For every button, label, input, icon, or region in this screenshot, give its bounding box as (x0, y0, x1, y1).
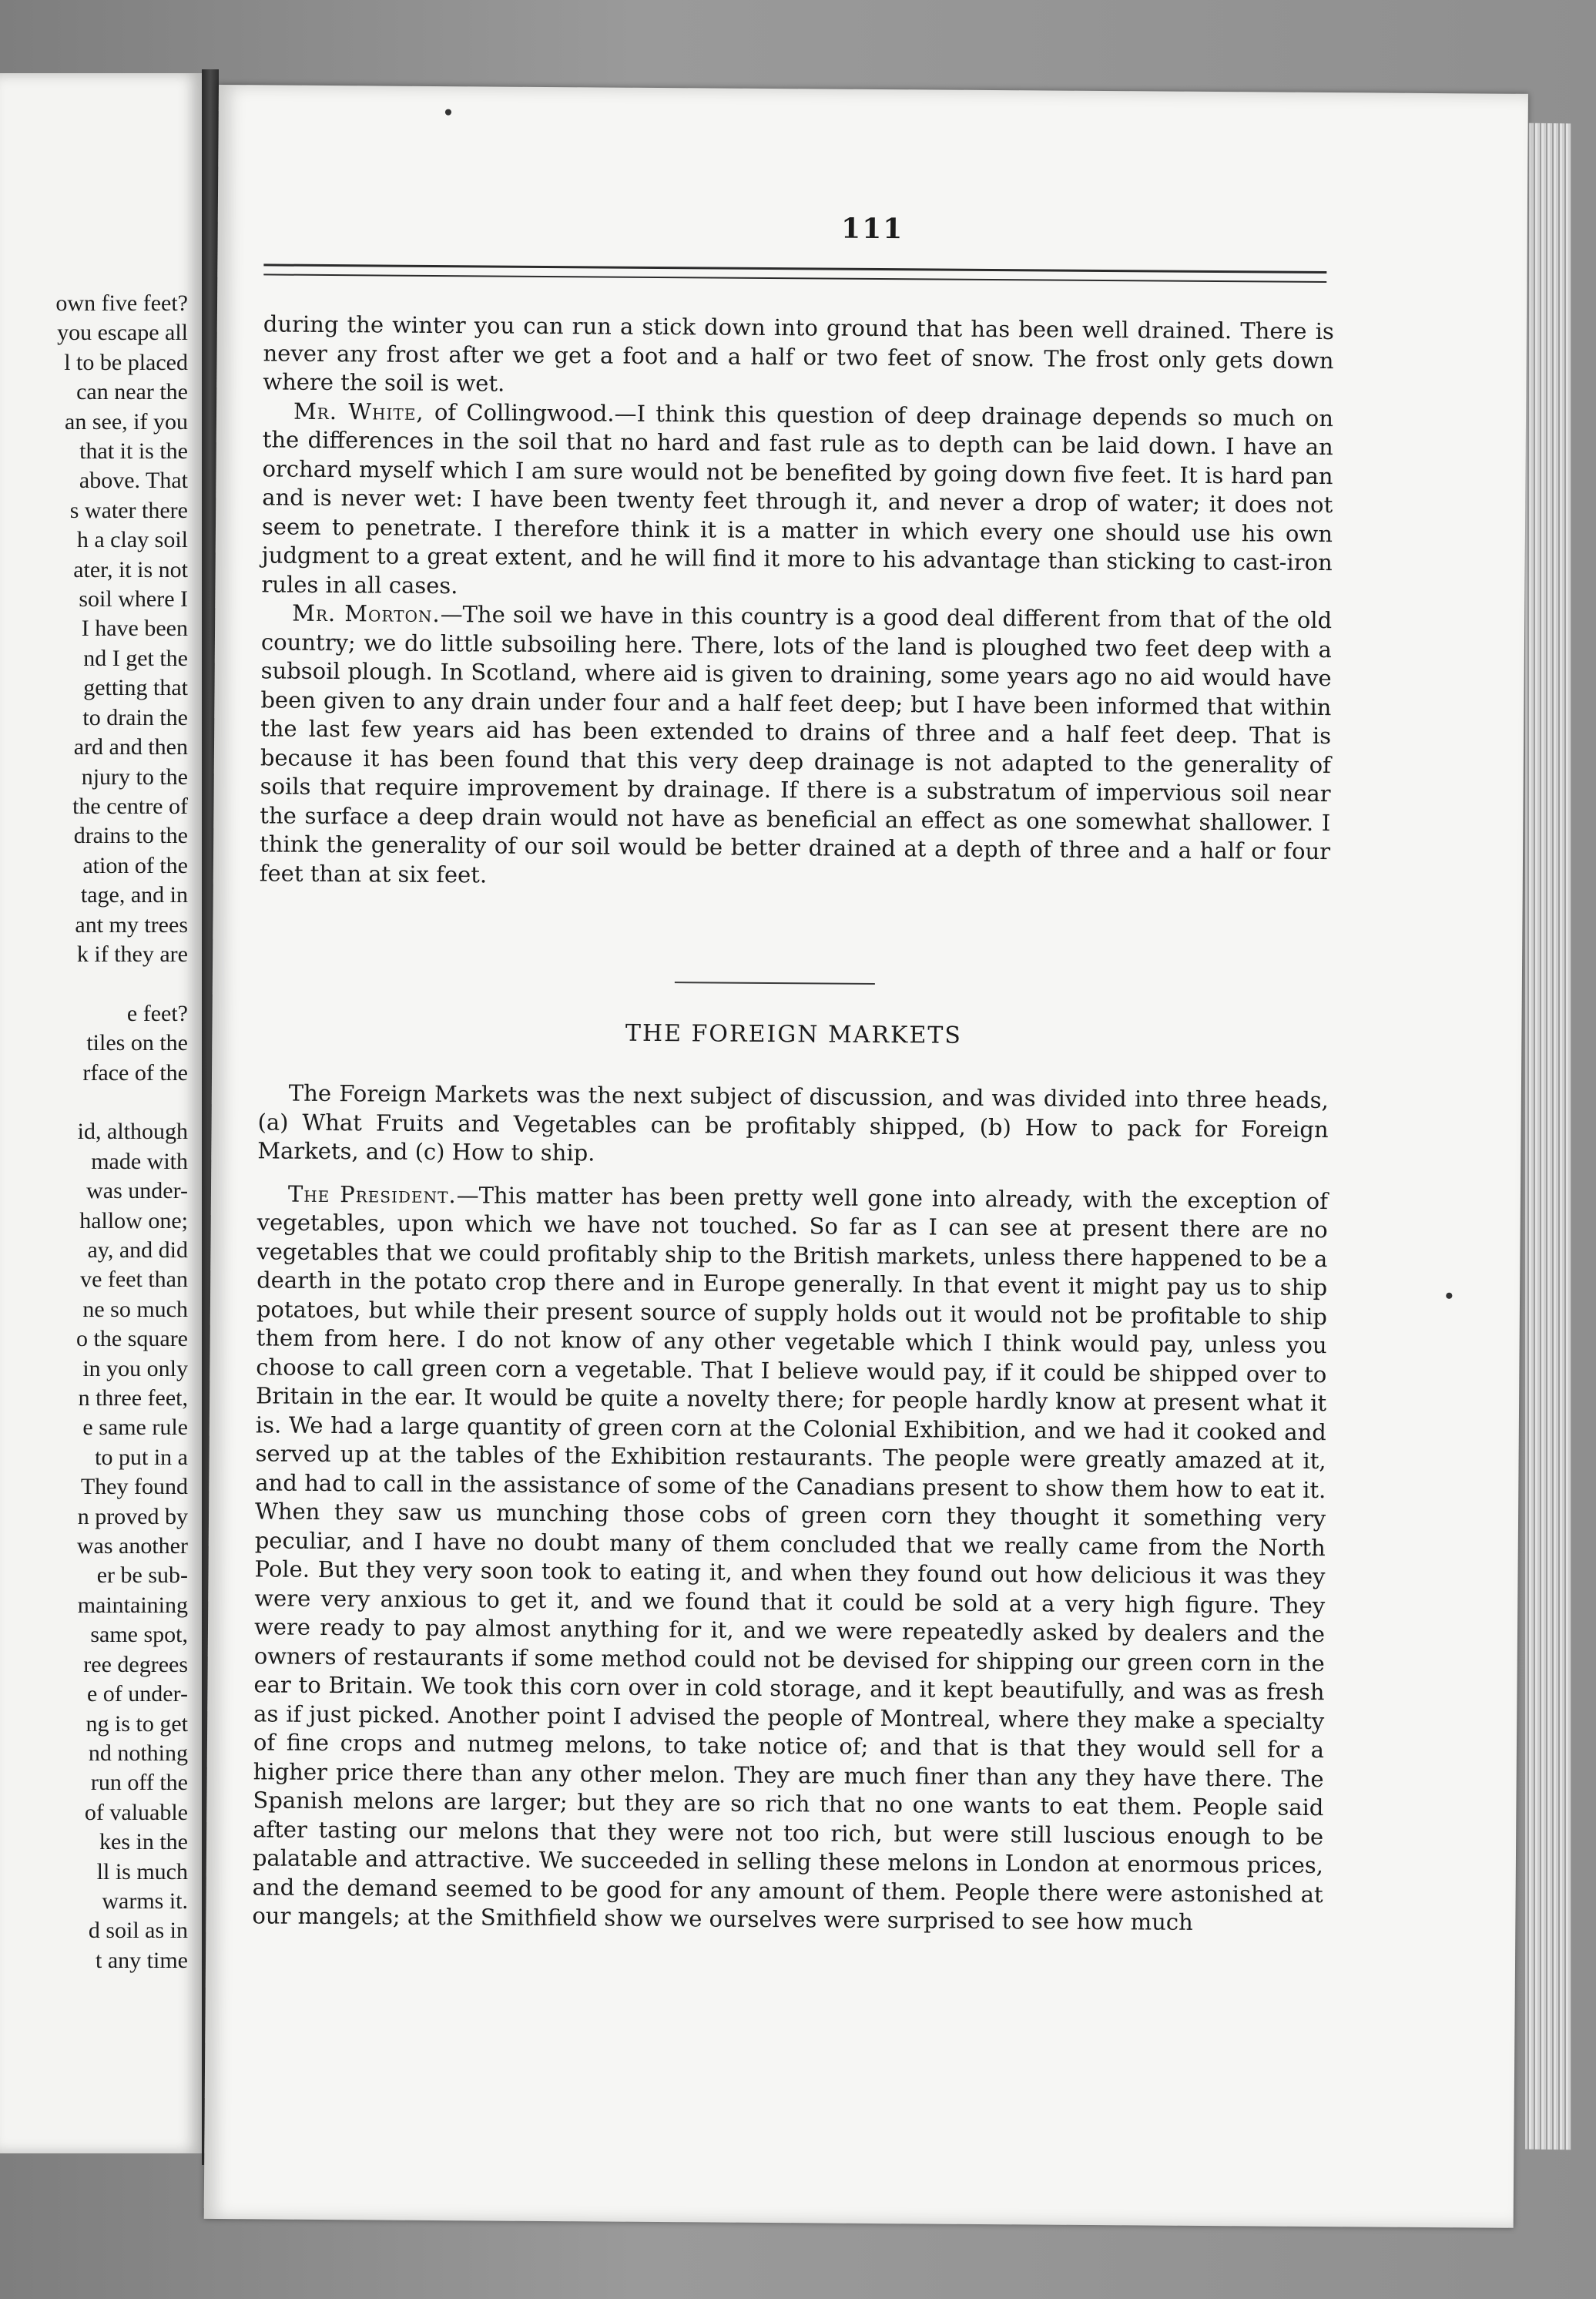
left-page-line (0, 1088, 188, 1117)
continuation-text (260, 310, 1334, 895)
left-page-line: er be sub- (96, 1562, 188, 1589)
left-page-line: ll is much (96, 1858, 188, 1885)
left-page-line: in you only (82, 1355, 188, 1381)
section-divider (675, 982, 875, 985)
left-page-text (0, 289, 188, 1975)
paragraph-morton (260, 599, 1333, 895)
left-page-line: n proved by (77, 1503, 188, 1529)
left-page-line: soil where I (79, 586, 188, 613)
left-page-line: ve feet than (80, 1267, 188, 1293)
paragraph-continuation: during the winter you can run a stick down into ground that has been well drained. There is never any frost after we get a foot and a half or two feet of snow. The frost only gets down where the soil is wet. (263, 310, 1334, 397)
left-page-line: n three feet, (78, 1385, 188, 1411)
right-page (204, 85, 1528, 2228)
left-page-line: rface of the (82, 1059, 188, 1086)
left-facing-page (0, 73, 202, 2153)
speech-morton: —The soil we have in this country is a good deal different from that of the old country; we do little subsoiling here. There, lots of the land is ploughed two feet deep with a subsoil plough. In Scotland, where aid is given to draining, some years ago no aid would have been given to any drain under four and a half feet deep; but I have been informed that within the last few years aid has been extended to drains of three and a half feet deep. That is because it has been found that this very deep drainage is not adapted to the generality of soils that require improvement by drainage. If there is a substratum of impervious soil near the surface a deep drain would not have as beneficial an effect as one somewhat shallower. I think the generality of our soil would be better drained at a depth of three and a half or four feet than at six feet. (259, 601, 1333, 888)
left-page-line: made with (91, 1148, 188, 1174)
left-page-line: hallow one; (79, 1207, 188, 1233)
paragraph-intro: The Foreign Markets was the next subject of discussion, and was divided into three heads, (a) What Fruits and Vegetables can be profitably shipped, (b) How to pack for Foreign Markets, and (c) How to ship. (257, 1079, 1329, 1166)
speech-white: of Collingwood.—I think this question of deep drainage depends so much on the differences in the soil that no hard and fast rule as to depth can be laid down. I have an orchard myself which I am sure would not be benefited by going down five feet. It is hard pan and is never wet: I have been twenty feet through it, and never a drop of water; it does not seem to penetrate. I therefore think it is a matter in which every one should use his own judgment to a great extent, and he will find it more to his advantage than sticking to cast-iron rules in all cases. (261, 398, 1334, 599)
left-page-line: ay, and did (87, 1237, 188, 1263)
paragraph-white (261, 397, 1333, 606)
left-page-line: njury to the (81, 764, 188, 790)
left-page-line: ant my trees (75, 911, 188, 938)
left-page-line: can near the (76, 379, 188, 405)
margin-dot: • (1442, 1284, 1456, 1310)
left-page-line: nd nothing (88, 1740, 188, 1766)
left-page-line: that it is the (79, 438, 188, 465)
left-page-line: tage, and in (80, 882, 188, 908)
section-body (252, 1079, 1329, 1938)
left-page-line: e of under- (86, 1681, 188, 1707)
left-page-line: nd I get the (83, 645, 188, 671)
left-page-line: to drain the (82, 704, 188, 730)
left-page-line: I have been (81, 616, 188, 642)
left-page-line: getting that (83, 675, 188, 701)
left-page-line: kes in the (99, 1829, 188, 1855)
left-page-line: was under- (86, 1178, 188, 1204)
section-heading: THE FOREIGN MARKETS (625, 1019, 962, 1049)
left-page-line: ard and then (73, 734, 188, 760)
left-page-line: ater, it is not (73, 556, 188, 582)
left-page-line: an see, if you (65, 408, 188, 435)
page-number: 111 (840, 212, 904, 246)
left-page-line: e feet? (126, 1000, 188, 1026)
left-page-line: the centre of (72, 793, 188, 819)
left-page-line: ng is to get (86, 1710, 188, 1737)
left-page-line: They found (80, 1474, 188, 1500)
left-page-line: t any time (96, 1947, 188, 1973)
speaker-president: The President. (287, 1180, 457, 1208)
left-page-line: s water there (69, 497, 188, 523)
left-page-line: ne so much (82, 1296, 188, 1322)
left-page-line: tiles on the (86, 1030, 188, 1056)
left-page-line: warms it. (102, 1888, 188, 1914)
left-page-line: e same rule (82, 1415, 188, 1441)
left-page-line: h a clay soil (76, 527, 188, 553)
page-edges (1525, 123, 1571, 2150)
left-page-line: to put in a (95, 1444, 188, 1470)
top-dot: • (441, 100, 455, 126)
left-page-line: was another (76, 1533, 188, 1559)
left-page-line: run off the (90, 1770, 188, 1796)
left-page-line: you escape all (57, 320, 188, 346)
left-page-line: same spot, (90, 1622, 188, 1648)
left-page-line: own five feet? (55, 290, 188, 316)
left-page-line: id, although (77, 1119, 188, 1145)
left-page-line: k if they are (76, 941, 188, 967)
paragraph-president (252, 1180, 1328, 1938)
left-page-line: above. That (79, 468, 188, 494)
left-page-line: ree degrees (83, 1651, 188, 1677)
speaker-morton: Mr. Morton. (292, 599, 441, 628)
header-double-rule (263, 263, 1326, 283)
left-page-line: l to be placed (64, 349, 188, 375)
left-page-line: ation of the (82, 852, 188, 878)
speaker-white: Mr. White, (293, 398, 424, 425)
left-page-line: o the square (76, 1326, 188, 1352)
left-page-line: maintaining (77, 1592, 188, 1618)
left-page-line: d soil as in (88, 1918, 188, 1944)
speech-president: —This matter has been pretty well gone into already, with the exception of vegetables, upon which we have not touched. So far as I can see at present there are no vegetables that we could profitably ship to the British markets, unless there happened to be a dearth in the potato crop there and in Europe generally. In that event it might pay us to ship potatoes, but while their present source of supply holds out it would not be profitable to ship them from here. I do not know of any other vegetable which I think would pay, unless you choose to call green corn a vegetable. That I believe would pay, if it could be shipped over to Britain in the ear. It would be quite a novelty there; for people hardly know at present what it is. We had a large quantity of green corn at the Colonial Exhibition, and we had it cooked and served up at the tables of the Exhibition restaurants. The people were greatly amazed at it, and had to call in the assistance of some of the Canadians present to show them how to eat it. When they saw us munching those cobs of green corn they thought it something very peculiar, and I have no doubt many of them concluded that we really came from the North Pole. But they very soon took to eating it, and when they found out how delicious it was they were very anxious to get it, and we found that it could be sold at a very high figure. They were ready to pay almost anything for it, and we were repeatedly asked by dealers and the owners of restaurants if some method could not be devised for shipping our green corn in the ear to Britain. We took this corn over in cold storage, and it kept beautifully, and was as fresh as if just picked. Another point I advised the people of Montreal, where they make a specialty of fine crops and nutmeg melons, to take notice of; and that is that they would sell for a higher price there than any other melon. They are much finer than any they have there. The Spanish melons are larger; but they are so rich that no one wants to eat them. People said after tasting our melons that they were not too rich, but were still luscious enough to be palatable and attractive. We succeeded in selling these melons in London at enormous prices, and the demand seemed to be good for any amount of them. People there were astonished at our mangels; at the Smithfield show we ourselves were surprised to see how much (252, 1181, 1329, 1935)
left-page-line: drains to the (73, 823, 188, 849)
left-page-line: of valuable (84, 1799, 188, 1825)
left-page-line (0, 969, 188, 998)
